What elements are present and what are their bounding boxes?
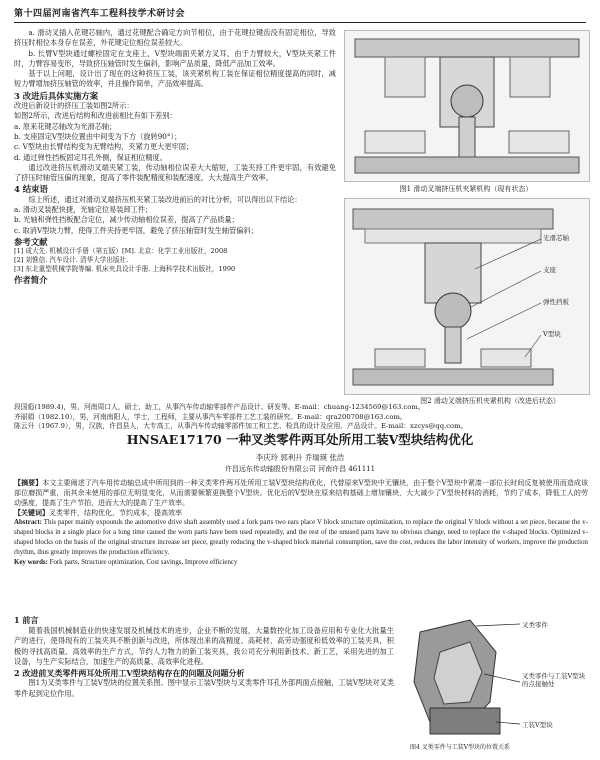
- paragraph: 基于以上问题，设计出了现在的这种挤压工装，该夹紧机构工装在保证相位精度提高的同时，减短力臂增加挤压轴管的效率，并且操作简单，产品效率提高。: [14, 69, 336, 89]
- list-item: c. 取消V型块力臂，使得工件夹持更牢固，避免了挤压轴管时发生轴管偏斜；: [14, 225, 258, 235]
- paragraph: 通过改进挤压机滑动叉端夹紧工装，传动轴相位误差大大缩短，工装夹持工件更牢固，有效避免了挤压时轴管压偏的现象，提高了零件装配精度和装配速度，大大提高生产效率。: [14, 162, 336, 183]
- figure-2-illustration: [344, 198, 590, 395]
- author-bios: [14, 403, 588, 432]
- figure-4-caption: 图4 叉类零件与工装V型块的位置关系: [410, 744, 511, 751]
- abstract-en-text: This paper mainly expounds the automotive drive shaft assembly used a fork parts two ears place V block structure optimization, to replace the original V block without a set piece, because the v-shaped blocks in a single place for a long time caused the worn parts have been used repeatedly, and the rest of the unused parts have no obvious change, need to replace the v-shaped blocks. Optimized v-shaped blocks on the basis of the original structure increase set piece, greatly reducing the v-shaped block material consumption, save the cost, reduces the labor intensity of workers, improve the production rhythm, thus greatly improves the production efficiency.: [14, 519, 588, 556]
- figure-1-illustration: [344, 30, 590, 182]
- keywords-en-text: Fork parts, Structure optimization, Cost savings, Improve efficiency: [49, 559, 238, 566]
- keywords-text: 叉类零件，结构优化，节约成本，提高效率: [49, 509, 182, 517]
- figure-2-label: 支座: [543, 266, 556, 274]
- figure-2-label: 弹性挡板: [543, 298, 569, 306]
- figure-4-label: 叉类零件与工装V型块的点接触处: [522, 672, 586, 688]
- author-bio: 齐丽娟（1982.10），男，河南南阳人，学士，工程师，主要从事汽车零部件工艺工装的研究。E-mail：qra200708@163.com。: [14, 412, 407, 421]
- references-heading: 参考文献: [14, 236, 48, 247]
- reference-item: [1] 成大先. 机械设计手册（第五版）[M]. 北京：化学工业出版社，2008: [14, 247, 228, 256]
- keywords-cn: [14, 508, 588, 518]
- section-heading: 3 改进后具体实施方案: [14, 90, 99, 101]
- body-column: [14, 615, 394, 699]
- list-item: c. V型块由长臂结构变为无臂结构，夹紧力更大更牢固；: [14, 142, 194, 152]
- left-column: [14, 28, 336, 286]
- header-rule: [14, 22, 586, 23]
- keywords-label: 【关键词】: [14, 508, 49, 517]
- figure-1-caption: 图1 滑动叉端挤压机夹紧机构（现有状态）: [399, 185, 533, 193]
- figure-4-label: 叉类零件: [522, 621, 548, 629]
- fixture-drawing-current: [345, 31, 589, 181]
- list-item: d. 通过弹性挡板固定耳孔外侧，保证相位精度。: [14, 152, 167, 162]
- abstract-block: [14, 478, 588, 568]
- figure-2-label: 光滑芯轴: [543, 234, 569, 242]
- authors-heading: 作者简介: [14, 275, 48, 286]
- abstract-cn: [14, 478, 588, 508]
- article-affiliation: 许昌远东传动轴股份有限公司 河南许昌 461111: [224, 465, 376, 473]
- section-heading: 2 改进前叉类零件两耳处所用工V型块结构存在的问题及问题分析: [14, 667, 245, 678]
- reference-item: [2] 刘惟信. 汽车设计. 清华大学出版社.: [14, 256, 129, 265]
- section-heading: 1 前言: [14, 615, 39, 625]
- list-item: a. 原来花键芯轴改为光滑芯轴；: [14, 121, 117, 131]
- list-item: b. 支座固定V型块位置由中间变为下方（旋转90°）；: [14, 131, 182, 141]
- figure-4: [400, 612, 588, 752]
- paragraph: 图1为叉类零件与工装V型块的位置关系图。图中显示工装V型块与叉类零件耳孔外部两面点接触，工装V型块对叉类零件起到定位作用。: [14, 678, 394, 698]
- author-bio: 陈云升（1967.9），男，汉族，许昌县人，大专高工，从事汽车传动轴零部件加工和工艺、检具的设计及应用、产品设计。E-mail：xzcys@qq.com。: [14, 422, 468, 431]
- keywords-en: [14, 558, 588, 568]
- paragraph: 改进后新设计的挤压工装如图2所示：: [14, 101, 134, 111]
- list-item: b. 光轴和弹性挡板配合定位，减少传动轴相位误差，提高了产品质量；: [14, 215, 239, 225]
- article-title: HNSAE17170 一种叉类零件两耳处所用工装V型块结构优化: [126, 432, 474, 447]
- keywords-en-label: Key words:: [14, 559, 48, 566]
- running-header: 第十四届河南省汽车工程科技学术研讨会: [14, 9, 186, 19]
- list-item: a. 滑动叉装配快捷，光轴定位易装卸工件；: [14, 205, 153, 215]
- section-heading: 4 结束语: [14, 184, 48, 195]
- article-authors: 李庆玲 郭利升 乔瑞瑛 张浩: [255, 453, 345, 462]
- paragraph: 随着我国机械制造业的快速发展及机械技术的进步，企业不断的发展，大量数控化加工设备应用和专业化大批量生产的进行，使得现有的工装夹具不断创新与改进，所体现出来的高精度、高耗材、高劳动强度和低效率的工装夹具，积极的寻找高质量、高效率的生产方式，节约人力物力的新工装夹具，我公司充分利用新技术、新工艺，采用先进的加工设备，与生产实际结合，加速生产的高质量、高效率化进程。: [14, 625, 394, 666]
- paragraph: 如图2所示，改进后结构和改进前相比有如下差别：: [14, 111, 177, 121]
- abstract-en: [14, 518, 588, 558]
- reference-item: [3] 东北重型机械学院等编. 机床夹具设计手册. 上海科学技术出版社，1990: [14, 265, 236, 274]
- abstract-en-label: Abstract:: [14, 519, 42, 526]
- abstract-label: 【摘要】: [14, 478, 43, 487]
- paragraph: 综上所述，通过对滑动叉端挤压机夹紧工装改进前后的对比分析，可以得出以下结论：: [28, 194, 302, 204]
- figure-2-label: V型块: [543, 330, 561, 338]
- author-bio: 段国彪(1989.4)，男，河南周口人，硕士，助工，从事汽车传动轴零部件产品设计、研发等。E-mail：chuang-1234569@163.com。: [14, 403, 425, 411]
- figure-2-caption: 图2 滑动叉端挤压机夹紧机构（改进后状态）: [420, 397, 560, 405]
- paragraph: b. 长臂V型块通过螺栓固定在支座上，V型块端面夹紧方叉耳，由于力臂较大，V型块夹紧工件时，力臂容易变形，导致挤压轴管时发生偏斜，影响产品质量，降低产品加工效率。: [14, 48, 336, 68]
- figure-4-label: 工装V型块: [522, 721, 553, 729]
- paragraph: a. 滑动叉插入花键芯轴内，通过花键配合确定方向节相位，由于花键拉键齿没有固定相位，导致挤压时相位本身存在误差，外花键定位相位误差较大。: [14, 28, 336, 48]
- abstract-text: 本文主要阐述了汽车用传动轴总成中所用到的一种叉类零件两耳处所用工装V型块结构优化，代替原来V型块中无镶块，由于整个V型块中紧凑一部位长时间反复被使用而造成该部位磨损严重，而其余未使用的部位无明显变化，从而需要频繁更换整个V型块。优化后的V型块在原来结构基础上增加镶块，大大减少了V型块材料的消耗，节约了成本，降低工人的劳动强度，提高了生产节拍，进而大大的提高了生产效率。: [14, 479, 589, 507]
